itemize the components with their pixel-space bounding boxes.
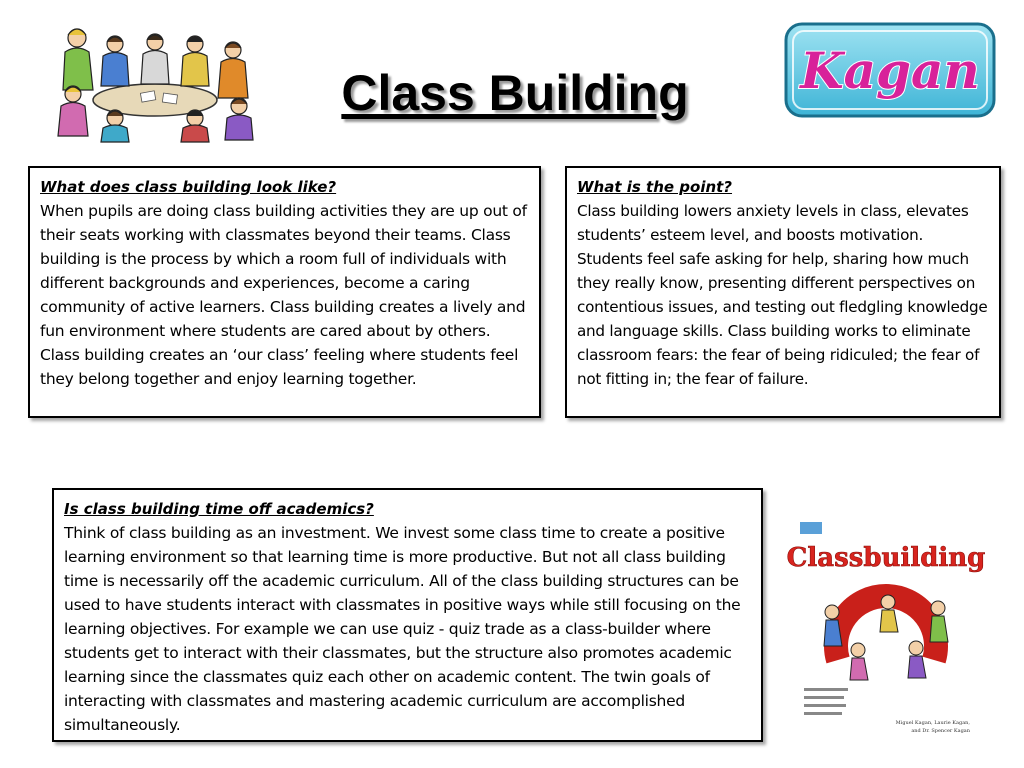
students-group-clipart bbox=[55, 22, 255, 142]
page-title: Class Building bbox=[341, 65, 689, 121]
text-box-time-off-academics bbox=[52, 488, 763, 742]
svg-text:Kagan: Kagan bbox=[800, 41, 980, 100]
box-heading: What is the point? bbox=[577, 178, 733, 196]
svg-text:Classbuilding: Classbuilding bbox=[786, 543, 986, 573]
text-box-look-like bbox=[28, 166, 541, 418]
box-heading: Is class building time off academics? bbox=[64, 500, 374, 518]
classbuilding-book-cover bbox=[786, 520, 986, 740]
box-body: Think of class building as an investment. We invest some class time to create a positive learning environment so that learning time is more productive. But not all class building time is necessarily off the academic curriculum. All of the class building structures can be used to have students interact with classmates in positive ways while still focusing on the learning objectives. For example we can use quiz - quiz trade as a class-builder where students get to interact with their classmates, but the structure also promotes academic learning since the classmates quiz each other on academic content. The twin goals of interacting with classmates and mastering academic curriculum are accomplished simultaneously. bbox=[64, 524, 741, 734]
box-body: Class building lowers anxiety levels in class, elevates students’ esteem level, and boosts motivation. Students feel safe asking for help, sharing how much they really know, presenting different perspectives on contentious issues, and testing out fledgling knowledge and language skills. Class building works to eliminate classroom fears: the fear of being ridiculed; the fear of not fitting in; the fear of failure. bbox=[577, 202, 988, 388]
text-box-the-point bbox=[565, 166, 1001, 418]
box-heading: What does class building look like? bbox=[40, 178, 337, 196]
svg-text:and Dr. Spencer Kagan: and Dr. Spencer Kagan bbox=[911, 728, 970, 734]
box-body: When pupils are doing class building activities they are up out of their seats working with classmates beyond their teams. Class building is the process by which a room full of individuals with different backgrounds and experiences, become a caring community of active learners. Class building creates a lively and fun environment where students are cared about by others. Class building creates an ‘our class’ feeling where students feel they belong together and enjoy learning together. bbox=[40, 202, 527, 388]
svg-text:Miguel Kagan, Laurie Kagan,: Miguel Kagan, Laurie Kagan, bbox=[895, 720, 970, 726]
kagan-logo bbox=[784, 22, 996, 118]
